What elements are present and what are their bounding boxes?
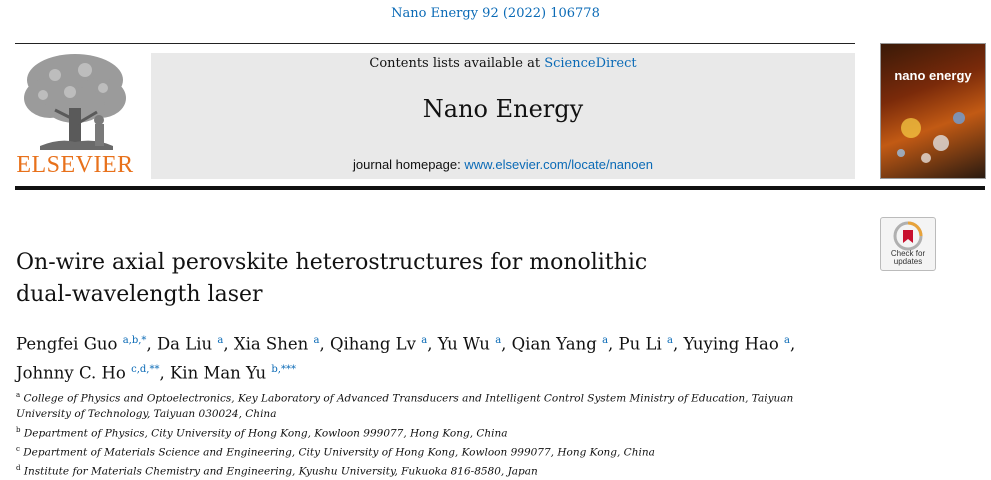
affiliation-text: College of Physics and Optoelectronics, Key Laboratory of Advanced Transducers and Intelligent Control System Ministry of Education, Taiyuan University of Technology, Taiyuan 030024, China [16,392,794,420]
author-name[interactable]: Xia Shen [233,334,309,354]
author-affiliation-marker[interactable]: a [784,335,790,346]
affiliations [16,388,846,480]
authors-line: Johnny C. Ho $^{c,d,**}$, Kin Man Yu $^{b,***}$ [16,363,296,382]
author-affiliation-marker[interactable]: a [667,335,673,346]
author-name[interactable]: Kin Man Yu [169,363,267,382]
authors-line: Pengfei Guo $^{a,b,*}$, Da Liu $^a$, Xia Shen $^a$, Qihang Lv $^a$, Yu Wu $^a$, Qian Yang $^a$, Pu Li $^a$, Yuying Hao $^a$, [16,334,796,354]
affiliation-item [16,442,846,461]
author-name[interactable]: Da Liu [156,334,213,354]
journal-citation[interactable] [0,6,991,21]
cover-art [881,88,985,178]
sciencedirect-link[interactable]: ScienceDirect [544,56,637,71]
author-name[interactable]: Yu Wu [437,334,490,354]
author-affiliation-marker[interactable]: a [313,335,320,346]
elsevier-wordmark: ELSEVIER [16,152,134,178]
author-affiliation-marker[interactable]: a,b,* [122,335,147,346]
paper-title-line: On-wire axial perovskite heterostructures for monolithic [16,250,648,275]
affiliation-label: b [16,425,21,434]
header-top-rule [15,43,855,44]
affiliation-text: Institute for Materials Chemistry and Engineering, Kyushu University, Fukuoka 816-8580, Japan [20,465,538,477]
author-affiliation-marker[interactable]: b,*** [271,363,296,375]
author-affiliation-marker[interactable]: a [495,335,502,346]
citation-link[interactable]: Nano Energy 92 (2022) 106778 [391,6,600,21]
paper-title [16,247,776,311]
affiliation-item [16,461,846,480]
author-affiliation-marker[interactable]: a [421,335,428,346]
contents-line [151,56,855,71]
author-name[interactable]: Johnny C. Ho [16,363,126,382]
affiliation-item [16,388,846,423]
journal-cover-image[interactable] [880,43,986,179]
author-name[interactable]: Qihang Lv [329,334,416,354]
affiliation-label: a [16,391,21,399]
journal-banner [151,53,855,179]
affiliation-label: c [16,444,20,453]
affiliation-item [16,423,846,442]
header-bottom-rule [15,186,985,190]
check-for-updates-button[interactable] [880,217,936,271]
paper-title-line: dual-wavelength laser [16,282,263,307]
affiliation-label: d [16,463,21,472]
author-list [16,328,876,385]
cover-title: nano energy [894,68,972,83]
author-affiliation-marker[interactable]: c,d,** [131,363,160,375]
check-updates-icon [893,221,923,251]
homepage-prefix: journal homepage: [353,157,465,172]
affiliation-text: Department of Materials Science and Engineering, City University of Hong Kong, Kowloon 999077, Hong Kong, China [19,446,655,458]
affiliation-text: Department of Physics, City University of Hong Kong, Kowloon 999077, Hong Kong, China [20,427,508,439]
homepage-line [151,157,855,172]
author-name[interactable]: Pengfei Guo [16,334,118,354]
contents-prefix: Contents lists available at [369,56,545,71]
author-name[interactable]: Qian Yang [511,334,597,354]
author-name[interactable]: Pu Li [618,334,662,354]
author-affiliation-marker[interactable]: a [217,335,224,346]
check-updates-label: Check for updates [890,249,926,266]
journal-title: Nano Energy [422,95,584,123]
journal-homepage-link[interactable]: www.elsevier.com/locate/nanoen [464,157,653,172]
author-name[interactable]: Yuying Hao [683,334,779,354]
author-affiliation-marker[interactable]: a [602,335,609,346]
